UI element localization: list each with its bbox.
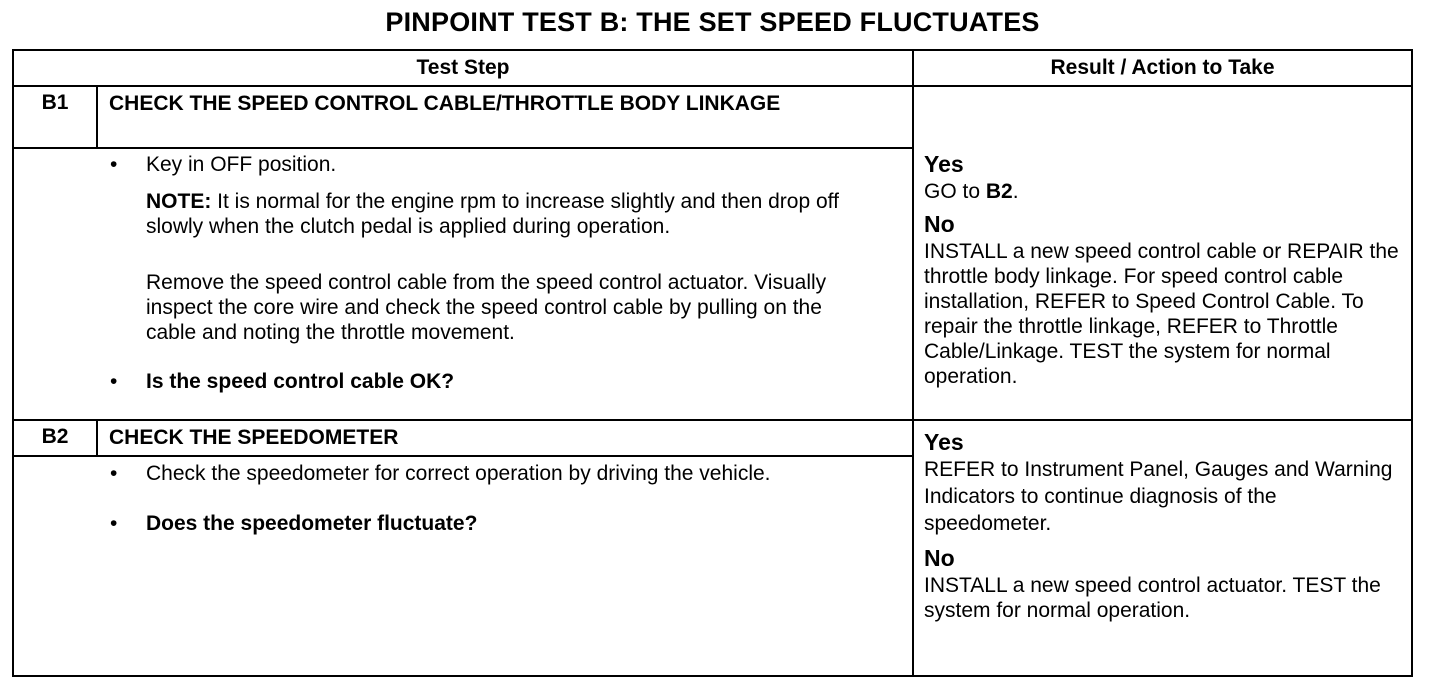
- b2-no-label: No: [924, 545, 955, 571]
- b2-bullet-check: Check the speedometer for correct operation by driving the vehicle.: [146, 462, 771, 485]
- b2-yes-label: Yes: [924, 429, 964, 455]
- b1-bullet-key-off: Key in OFF position.: [146, 153, 337, 176]
- b2-question: Does the speedometer fluctuate?: [146, 512, 478, 535]
- b1-title-divider: [14, 147, 912, 149]
- row-divider: [14, 419, 1411, 421]
- bullet-marker: •: [110, 512, 118, 535]
- b1-note: [146, 189, 886, 239]
- b2-title-divider: [14, 455, 912, 457]
- step-title-b2: CHECK THE SPEEDOMETER: [109, 426, 399, 449]
- pinpoint-test-table: [12, 49, 1413, 677]
- step-title-b1: CHECK THE SPEED CONTROL CABLE/THROTTLE BODY LINKAGE: [109, 92, 781, 115]
- header-test-step: Test Step: [416, 56, 510, 79]
- b2-no-action: INSTALL a new speed control actuator. TEST the system for normal operation.: [924, 574, 1381, 622]
- b1-no-action: INSTALL a new speed control cable or REPAIR the throttle body linkage. For speed control cable installation, REFER to Speed Control Cable. To repair the throttle linkage, REFER to Throttle Cable/Linkage. TEST the system for normal operation.: [924, 240, 1399, 388]
- bullet-marker: •: [110, 462, 118, 485]
- b1-no-label: No: [924, 211, 955, 237]
- page-title: PINPOINT TEST B: THE SET SPEED FLUCTUATES: [385, 7, 1040, 37]
- step-id-b1: B1: [41, 91, 69, 114]
- b1-instruction: Remove the speed control cable from the speed control actuator. Visually inspect the core wire and check the speed control cable by pulling on the cable and noting the throttle movement.: [146, 271, 827, 344]
- step-id-divider-b1: [96, 87, 98, 148]
- b1-yes-label: Yes: [924, 151, 964, 177]
- column-divider: [912, 51, 914, 675]
- step-id-b2: B2: [41, 425, 69, 448]
- b1-yes-action: GO to B2.: [924, 180, 1019, 203]
- b2-yes-action: REFER to Instrument Panel, Gauges and Warning Indicators to continue diagnosis of the speedometer.: [924, 458, 1393, 535]
- header-result-action: Result / Action to Take: [1050, 56, 1275, 79]
- note-text: It is normal for the engine rpm to increase slightly and then drop off slowly when the clutch pedal is applied during operation.: [146, 190, 839, 238]
- b1-question: Is the speed control cable OK?: [146, 370, 455, 393]
- b2-reference: B2: [985, 180, 1013, 203]
- bullet-marker: •: [110, 153, 118, 176]
- bullet-marker: •: [110, 370, 118, 393]
- header-divider: [14, 85, 1411, 87]
- note-label: NOTE:: [146, 190, 212, 213]
- step-id-divider-b2: [96, 421, 98, 457]
